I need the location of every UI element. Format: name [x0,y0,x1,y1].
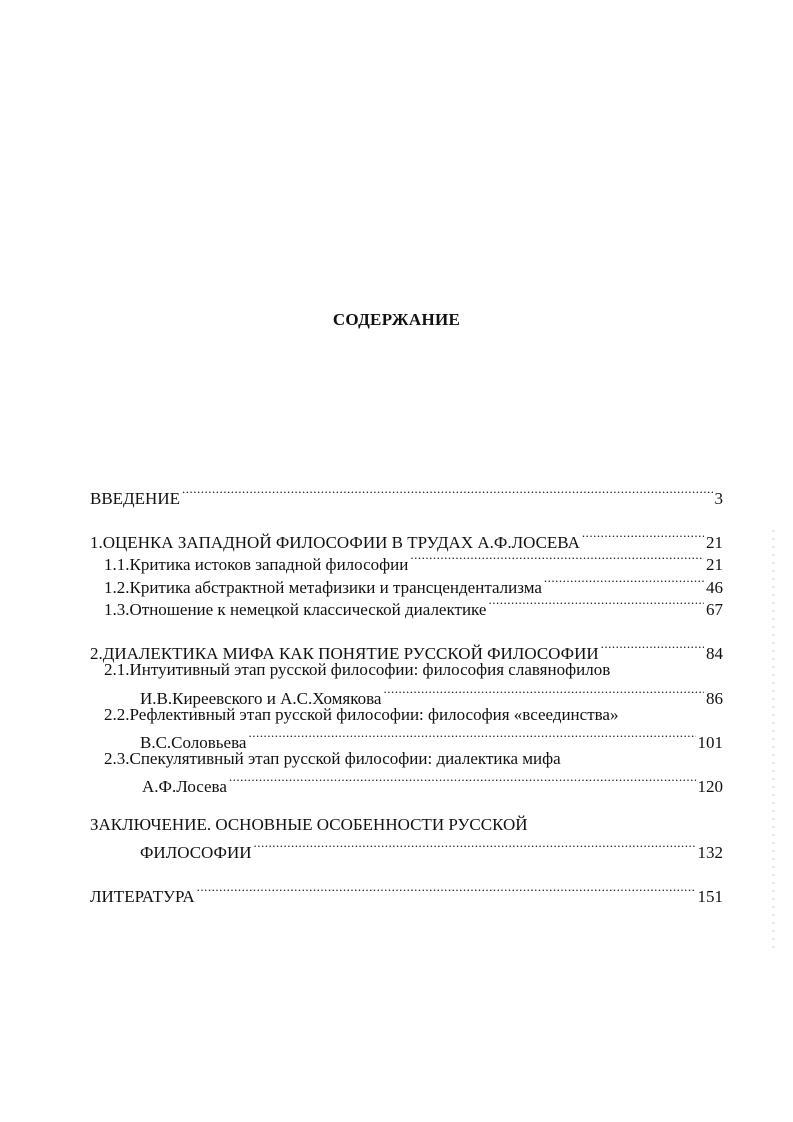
toc-entry-title: 1.1.Критика истоков западной философии [104,555,409,574]
toc-entry-section-1-3[interactable] [104,593,723,621]
toc-page-number: 67 [706,600,723,619]
dot-leader [229,770,696,792]
toc-page-number: 84 [706,644,723,663]
toc-entry-title: И.В.Киреевского и А.С.Хомякова [140,689,382,708]
dot-leader [254,836,696,858]
toc-page-number: 21 [706,533,723,552]
toc-page-number: 132 [697,843,723,862]
toc-entry-literature[interactable] [90,880,723,908]
dot-leader [410,548,704,570]
dot-leader [488,593,704,615]
toc-entry-intro[interactable] [90,482,723,510]
dot-leader [582,526,704,548]
toc-entry-title: 2.ДИАЛЕКТИКА МИФА КАК ПОНЯТИЕ РУССКОЙ ФИЛОСОФИИ [90,644,599,663]
dot-leader [383,682,704,704]
toc-entry-conclusion[interactable] [140,836,723,864]
toc-entry-title: ВВЕДЕНИЕ [90,489,180,508]
dot-leader [197,880,696,902]
toc-page-number: 21 [706,555,723,574]
page-title: СОДЕРЖАНИЕ [332,310,461,329]
toc-page-number: 120 [697,777,723,796]
dot-leader [182,482,713,504]
toc-entry-section-2-3-line1[interactable]: 2.3.Спекулятивный этап русской философии: диалектика мифа [104,749,561,768]
toc-entry-title: А.Ф.Лосева [142,777,227,796]
toc-page-number: 3 [714,489,723,508]
toc-page-number: 151 [697,887,723,906]
dot-leader [544,571,704,593]
toc-entry-conclusion-line1[interactable]: ЗАКЛЮЧЕНИЕ. ОСНОВНЫЕ ОСОБЕННОСТИ РУССКОЙ [90,815,528,834]
toc-entry-section-2-3[interactable] [142,770,723,798]
toc-entry-title: ФИЛОСОФИИ [140,843,252,862]
toc-entry-title: 1.2.Критика абстрактной метафизики и трансцендентализма [104,578,542,597]
toc-entry-title: 1.ОЦЕНКА ЗАПАДНОЙ ФИЛОСОФИИ В ТРУДАХ А.Ф.ЛОСЕВА [90,533,580,552]
dot-leader [601,637,704,659]
toc-entry-title: ЛИТЕРАТУРА [90,887,195,906]
toc-entry-title: 1.3.Отношение к немецкой классической диалектике [104,600,487,619]
toc-page-number: 46 [706,578,723,597]
toc-page-number: 101 [697,733,723,752]
toc-entry-title: В.С.Соловьева [140,733,247,752]
dot-leader [248,726,695,748]
toc-page-number: 86 [706,689,723,708]
toc-entry-section-2-2-line1[interactable]: 2.2.Рефлективный этап русской философии: философия «всеединства» [104,705,619,724]
toc-entry-section-2-1-line1[interactable]: 2.1.Интуитивный этап русской философии: философия славянофилов [104,660,611,679]
scan-edge-artifact [772,530,775,950]
